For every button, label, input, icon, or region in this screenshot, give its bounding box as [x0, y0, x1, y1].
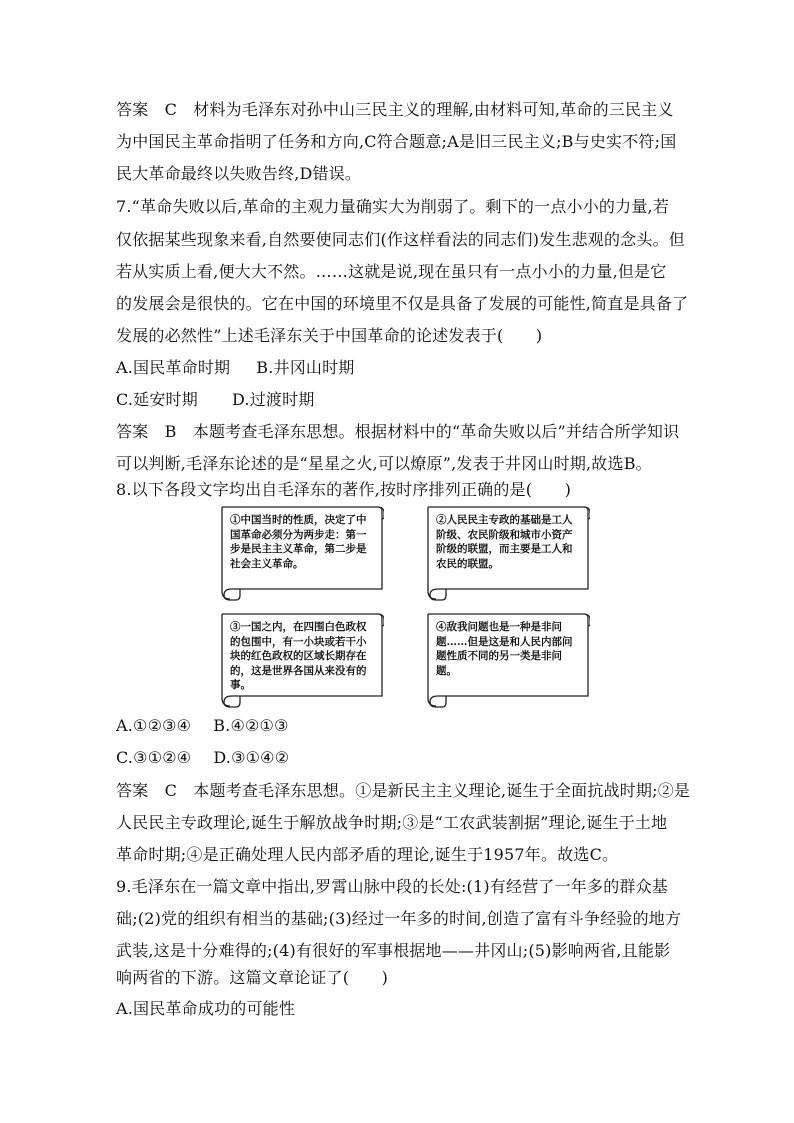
answer-7-line-2: 可以判断,毛泽东论述的是“星星之火,可以燎原”,发表于井冈山时期,故选B。	[116, 454, 652, 473]
question-7-line-1: 7.“革命失败以后,革命的主观力量确实大为削弱了。剩下的一点小小的力量,若	[116, 197, 670, 216]
answer-8-line-2: 人民民主专政理论,诞生于解放战争时期;③是“工农武装割据”理论,诞生于土地	[116, 813, 668, 832]
scroll-text-1: ①中国当时的性质，决定了中国革命必须分为两步走：第一步是民主主义革命，第二步是社会主义革命。	[230, 514, 367, 570]
option-c[interactable]: C.延安时期	[116, 390, 198, 409]
question-7-line-3: 若从实质上看,便大大不然。……这就是说,现在虽只有一点小小的力量,但是它	[116, 262, 667, 281]
option-a[interactable]: A.国民革命时期	[116, 358, 231, 377]
question-9-line-1: 9.毛泽东在一篇文章中指出,罗霄山脉中段的长处:(1)有经营了一年多的群众基	[116, 877, 669, 896]
answer-6-line-2: 为中国民主革命指明了任务和方向,C符合题意;A是旧三民主义;B与史实不符;国	[116, 132, 677, 151]
question-9-line-4: 响两省的下游。这篇文章论证了( )	[116, 968, 389, 987]
option-d[interactable]: D.过渡时期	[231, 390, 315, 409]
option-c[interactable]: C.③①②④	[116, 748, 192, 767]
question-7-line-4: 的发展会是很快的。它在中国的环境里不仅是具备了发展的可能性,简直是具备了	[116, 294, 689, 313]
scroll-text-3: ③一国之内，在四围白色政权的包围中，有一小块或若干小块的红色政权的区域长期存在的，这是世界各国从来没有的事。	[230, 621, 367, 691]
question-9-option-a[interactable]: A.国民革命成功的可能性	[116, 999, 296, 1018]
question-7-options-ab	[116, 358, 686, 378]
answer-7-line-1: 答案 B 本题考查毛泽东思想。根据材料中的“革命失败以后”并结合所学知识	[116, 422, 680, 441]
scroll-card-4	[424, 612, 590, 708]
question-8-stem: 8.以下各段文字均出自毛泽东的著作,按时序排列正确的是( )	[116, 480, 572, 499]
question-8-options-cd	[116, 748, 686, 768]
question-9-line-3: 武装,这是十分难得的;(4)有很好的军事根据地——井冈山;(5)影响两省,且能影	[116, 941, 671, 960]
option-b[interactable]: B.④②①③	[213, 716, 289, 735]
question-7-options-cd	[116, 390, 686, 410]
question-7-line-5: 发展的必然性”上述毛泽东关于中国革命的论述发表于( )	[116, 326, 543, 345]
scroll-card-3	[218, 612, 384, 708]
scroll-card-2	[424, 505, 590, 601]
option-b[interactable]: B.井冈山时期	[256, 358, 355, 377]
scroll-card-1	[218, 505, 384, 601]
answer-8-line-1: 答案 C 本题考查毛泽东思想。①是新民主主义理论,诞生于全面抗战时期;②是	[116, 781, 691, 800]
scroll-text-4: ④敌我问题也是一种是非问题……但是这是和人民内部问题性质不同的另一类是非问题。	[436, 621, 573, 677]
question-9-line-2: 础;(2)党的组织有相当的基础;(3)经过一年多的时间,创造了富有斗争经验的地方	[116, 909, 682, 928]
answer-6-line-3: 民大革命最终以失败告终,D错误。	[116, 164, 362, 183]
option-d[interactable]: D.③①④②	[213, 748, 290, 767]
answer-8-line-3: 革命时期;④是正确处理人民内部矛盾的理论,诞生于1957年。故选C。	[116, 845, 619, 864]
answer-6-line-1: 答案 C 材料为毛泽东对孙中山三民主义的理解,由材料可知,革命的三民主义	[116, 100, 674, 119]
question-7-line-2: 仅依据某些现象来看,自然要使同志们(作这样看法的同志们)发生悲观的念头。但	[116, 230, 685, 249]
question-8-options-ab	[116, 716, 686, 736]
option-a[interactable]: A.①②③④	[116, 716, 192, 735]
scroll-text-2: ②人民民主专政的基础是工人阶级、农民阶级和城市小资产阶级的联盟，而主要是工人和农民的联盟。	[436, 514, 573, 570]
